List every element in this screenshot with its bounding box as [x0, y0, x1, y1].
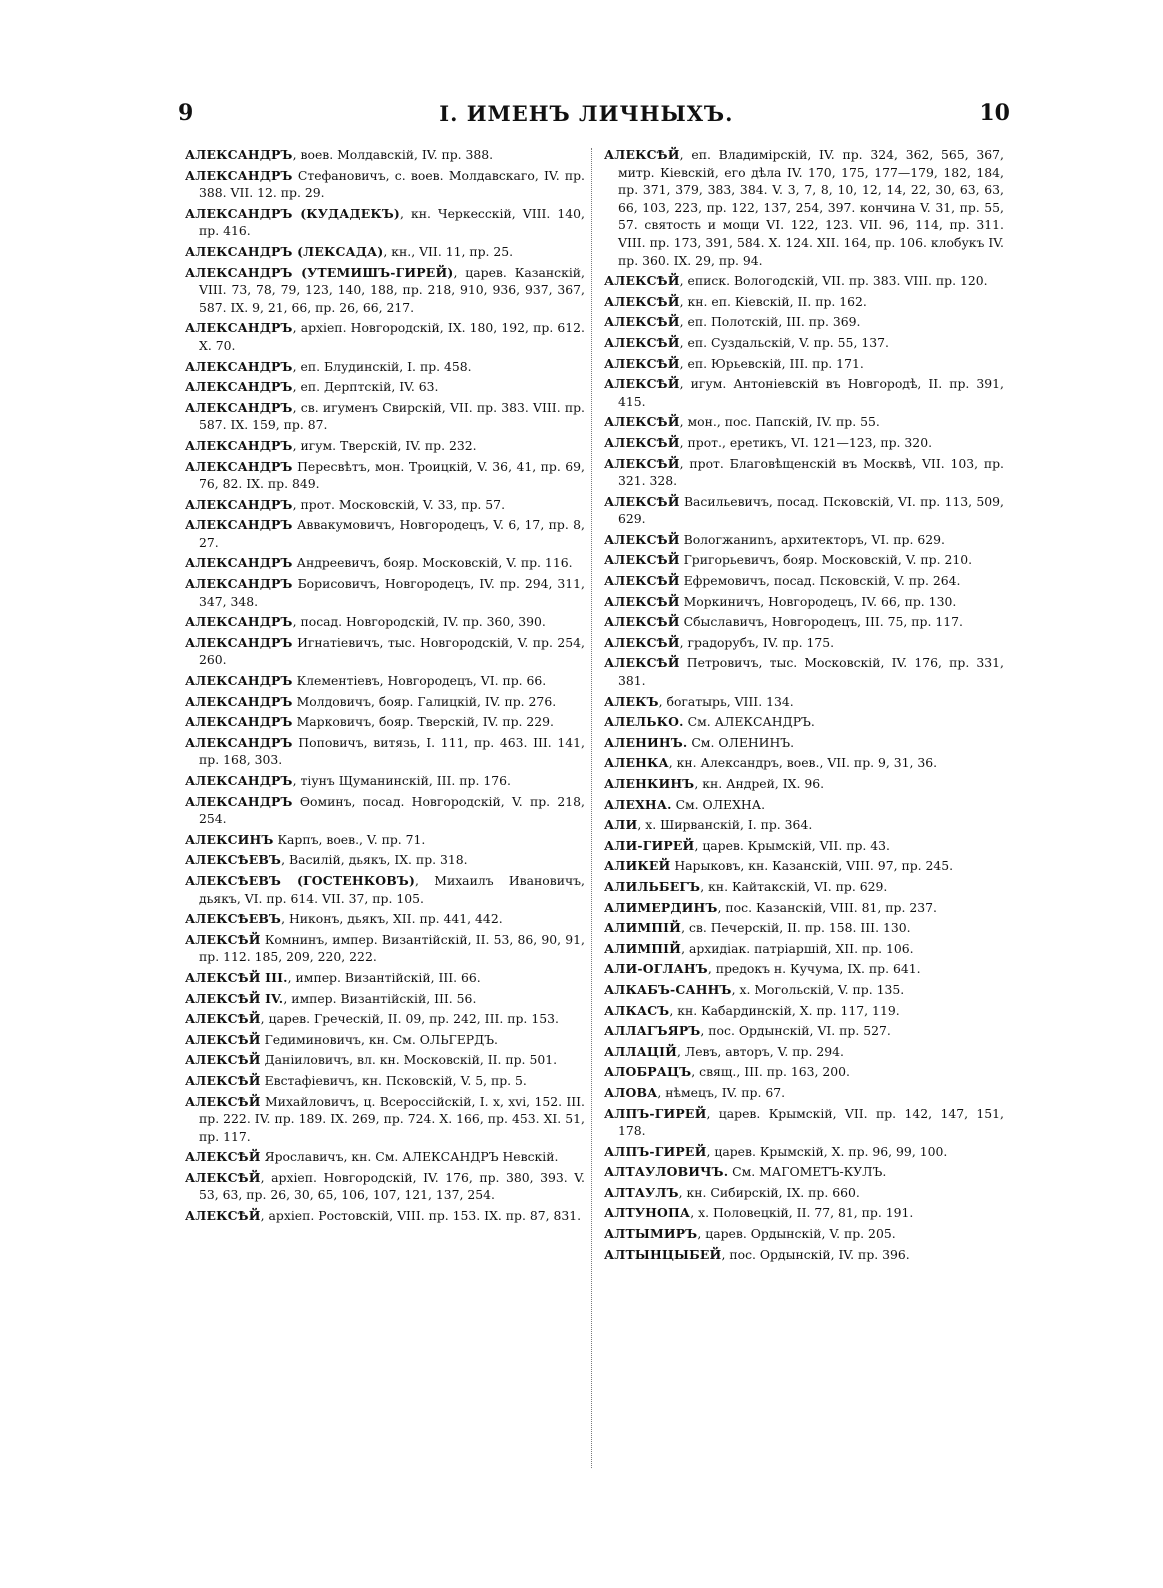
index-entry [604, 413, 1004, 431]
entry-headword: АЛЕКСАНДРЪ [185, 458, 293, 474]
right-page-number: 10 [979, 100, 1010, 126]
index-entry [604, 146, 1004, 269]
index-entry [604, 796, 1004, 814]
entry-headword: АЛЕКСАНДРЪ [185, 496, 293, 512]
index-entry [185, 1169, 585, 1204]
left-page-number: 9 [178, 100, 194, 126]
index-entry [604, 837, 1004, 855]
entry-references: Михайловичъ, ц. Всероссійскій, I. x, xvi, 152. III. пр. 222. IV. пр. 189. IX. 269, пр. 724. X. 166, пр. 453. XI. 51, пр. 117. [199, 1093, 585, 1144]
page-header [178, 98, 1010, 128]
entry-headword: АЛТЫМИРЪ [604, 1226, 698, 1242]
entry-headword: АЛЛАГЪЯРЪ [604, 1023, 701, 1039]
entry-headword: АЛЕКСѢЕВЪ [185, 911, 282, 927]
entry-headword: АЛЕКСАНДРЪ [185, 714, 293, 730]
entry-references: , пос. Ордынскій, IV. пр. 396. [721, 1246, 910, 1262]
entry-headword: АЛКАСЪ [604, 1002, 670, 1018]
index-entry [185, 575, 585, 610]
entry-references: , кн. Кабардинскій, X. пр. 117, 119. [669, 1002, 900, 1018]
entry-headword: АЛЕКСАНДРЪ [185, 576, 293, 592]
entry-references: , архіеп. Новгородскій, IX. 180, 192, пр. 612. X. 70. [199, 320, 585, 353]
index-entry [604, 1246, 1004, 1264]
entry-headword: АЛЕНКА [604, 755, 669, 771]
entry-references: Евстафіевичъ, кн. Псковскій, V. 5, пр. 5. [260, 1072, 527, 1088]
entry-headword: АЛЕКСАНДРЪ (КУДАДЕКЪ) [185, 205, 400, 221]
entry-headword: АЛЕКСѢЙ [185, 1149, 261, 1165]
entry-references: , царев. Крымскій, VII. пр. 43. [694, 837, 890, 853]
entry-references: , еписк. Вологодскій, VII. пр. 383. VIII. пр. 120. [679, 273, 988, 289]
entry-headword: АЛЕКСѢЙ [604, 455, 680, 471]
entry-headword: АЛЕКСѢЙ [604, 655, 680, 671]
index-entry [185, 1051, 585, 1069]
entry-headword: АЛЕКСѢЙ [604, 314, 680, 330]
entry-references: , кн. Кайтакскій, VI. пр. 629. [700, 878, 888, 894]
entry-headword: АЛЕКСѢЙ [604, 634, 680, 650]
entry-references: Молдовичъ, бояр. Галицкій, IV. пр. 276. [292, 693, 557, 709]
entry-references: , Василій, дьякъ, IX. пр. 318. [281, 852, 468, 868]
index-entry [604, 713, 1004, 731]
index-entry [604, 1084, 1004, 1102]
entry-references: Григорьевичъ, бояр. Московскій, V. пр. 210. [679, 552, 973, 568]
entry-references: Андреевичъ, бояр. Московскій, V. пр. 116. [292, 555, 573, 571]
entry-headword: АЛИМЕРДИНЪ [604, 899, 718, 915]
entry-headword: АЛЕКСАНДРЪ [185, 358, 293, 374]
entry-references: , царев. Греческій, II. 09, пр. 242, III. пр. 153. [260, 1011, 559, 1027]
entry-headword: АЛЕКСѢЕВЪ (ГОСТЕНКОВЪ) [185, 872, 416, 888]
index-entry [185, 793, 585, 828]
entry-headword: АЛПЪ-ГИРЕЙ [604, 1105, 707, 1121]
entry-headword: АЛЕКСѢЙ [185, 1208, 261, 1224]
index-entry [604, 593, 1004, 611]
index-entry [604, 531, 1004, 549]
entry-references: , кн. Александръ, воев., VII. пр. 9, 31, 36. [668, 755, 938, 771]
entry-references: , прот. Московскій, V. 33, пр. 57. [292, 496, 506, 512]
entry-headword: АЛЕКСѢЙ [185, 1093, 261, 1109]
entry-references: , х. Половецкій, II. 77, 81, пр. 191. [690, 1205, 914, 1221]
index-entry [185, 205, 585, 240]
index-entry [185, 831, 585, 849]
entry-headword: АЛЕКСѢЙ [604, 334, 680, 350]
entry-references: , свящ., III. пр. 163, 200. [691, 1064, 850, 1080]
entry-headword: АЛИ-ГИРЕЙ [604, 837, 695, 853]
entry-headword: АЛЕКСѢЙ [604, 414, 680, 430]
index-entry [604, 1184, 1004, 1202]
entry-headword: АЛТЫНЦЫБЕЙ [604, 1246, 722, 1262]
entry-headword: АЛЕКСАНДРЪ [185, 147, 293, 162]
index-entry [185, 378, 585, 396]
entry-references: Ярославичъ, кн. См. АЛЕКСАНДРЪ Невскій. [260, 1149, 559, 1165]
entry-headword: АЛИ-ОГЛАНЪ [604, 961, 708, 977]
entry-references: Поповичъ, витязь, I. 111, пр. 463. III. 141, пр. 168, 303. [199, 734, 585, 768]
index-entry [604, 1163, 1004, 1181]
entry-references: См. ОЛЕХНА. [671, 796, 766, 812]
index-entry [185, 872, 585, 907]
index-entry [604, 434, 1004, 452]
entry-references: , Никонъ, дьякъ, XII. пр. 441, 442. [281, 911, 503, 927]
entry-headword: АЛЕКСАНДРЪ [185, 673, 293, 689]
entry-headword: АЛЕКСѢЙ [185, 1011, 261, 1027]
entry-references: , архіеп. Ростовскій, VIII. пр. 153. IX. пр. 87, 831. [260, 1208, 582, 1224]
entry-headword: АЛЕКСѢЙ [604, 573, 680, 589]
entry-references: Ефремовичъ, посад. Псковскій, V. пр. 264. [679, 573, 961, 589]
entry-references: , царев. Казанскій, VIII. 73, 78, 79, 123, 140, 188, пр. 218, 910, 936, 937, 367, 587. IX. 9, 21, 66, пр. 26, 66, 217. [199, 264, 586, 315]
entry-headword: АЛЕКСѢЙ [604, 355, 680, 371]
entry-references: , кн. Андрей, IX. 96. [694, 776, 825, 791]
entry-references: , градорубъ, IV. пр. 175. [679, 634, 835, 650]
entry-headword: АЛЕЛЬКО. [604, 714, 684, 730]
index-entry [185, 1072, 585, 1090]
entry-headword: АЛЕКСАНДРЪ [185, 320, 293, 336]
index-entry [185, 910, 585, 928]
index-entry [604, 960, 1004, 978]
entry-references: , Левъ, авторъ, V. пр. 294. [676, 1043, 844, 1059]
index-entry [604, 551, 1004, 569]
entry-headword: АЛЕКСѢЙ [185, 1169, 261, 1185]
index-entry [604, 816, 1004, 834]
entry-references: Клементіевъ, Новгородецъ, VI. пр. 66. [292, 673, 547, 689]
index-entry [604, 355, 1004, 373]
index-entry [604, 857, 1004, 875]
entry-references: , тіунъ Щуманинскій, III. пр. 176. [292, 773, 511, 788]
entry-references: Даніиловичъ, вл. кн. Московскій, II. пр. 501. [260, 1052, 558, 1068]
entry-headword: АЛПЪ-ГИРЕЙ [604, 1143, 707, 1159]
index-entry [185, 167, 585, 202]
index-entry [185, 851, 585, 869]
entry-headword: АЛЕКЪ [604, 693, 659, 709]
entry-references: Стефановичъ, с. воев. Молдавскаго, IV. пр. 388. VII. 12. пр. 29. [199, 167, 585, 201]
entry-references: , воев. Молдавскій, IV. пр. 388. [292, 147, 494, 162]
entry-references: , еп. Владимірскій, IV. пр. 324, 362, 565, 367, митр. Кіевскій, его дѣла IV. 170, 175, 177—179, 182, 184, пр. 371, 379, 383, 384. V. 3, 7, 8, 10, 12, 14, 22, 30, 63, 63, 66, 103, 223, пр. 122, 137, 254, 397. кончина V. 31, пр. 55, 57. святость и мощи VI. 122, 123. VII. 96, 114, пр. 311. VIII. пр. 173, 391, 584. X. 124. XII. 164, пр. 106. клобукъ IV. пр. 360. IX. 29, пр. 94. [618, 147, 1004, 268]
entry-references: , архидіак. патріаршій, XII. пр. 106. [681, 940, 914, 956]
entry-references: , царев. Крымскій, VII. пр. 142, 147, 151, 178. [618, 1105, 1004, 1139]
index-entry [185, 931, 585, 966]
entry-references: , кн. еп. Кіевскій, II. пр. 162. [679, 293, 867, 309]
entry-references: , Михаилъ Ивановичъ, дьякъ, VI. пр. 614. VII. 37, пр. 105. [199, 872, 585, 906]
index-entry [604, 1225, 1004, 1243]
index-entry [185, 516, 585, 551]
entry-references: Марковичъ, бояр. Тверскій, IV. пр. 229. [292, 714, 555, 730]
index-entry [185, 1207, 585, 1225]
entry-headword: АЛЕКСѢЙ [185, 931, 261, 947]
index-entry [185, 1093, 585, 1146]
entry-headword: АЛЕКСѢЙ [604, 376, 680, 392]
entry-headword: АЛЕКСѢЙ [185, 1052, 261, 1068]
index-entry [185, 554, 585, 572]
index-entry [604, 940, 1004, 958]
entry-headword: АЛИЛЬБЕГЪ [604, 878, 701, 894]
entry-headword: АЛЕКСѢЙ [604, 293, 680, 309]
index-column-left [185, 146, 585, 1228]
entry-headword: АЛЕКСАНДРЪ [185, 517, 293, 533]
entry-headword: АЛЕКСѢЙ [185, 1031, 261, 1047]
index-entry [185, 969, 585, 987]
entry-references: Игнатіевичъ, тыс. Новгородскій, V. пр. 254, 260. [199, 634, 585, 668]
entry-references: Гедиминовичъ, кн. См. ОЛЬГЕРДЪ. [260, 1031, 498, 1047]
section-title: I. ИМЕНЪ ЛИЧНЫХЪ. [439, 100, 734, 126]
index-entry [604, 1022, 1004, 1040]
index-entry [604, 754, 1004, 772]
entry-references: Сбыславичъ, Новгородецъ, III. 75, пр. 117. [679, 614, 963, 630]
index-entry [185, 319, 585, 354]
entry-headword: АЛЕКСѢЙ [604, 531, 680, 547]
entry-references: Комнинъ, импер. Византійскій, II. 53, 86, 90, 91, пр. 112. 185, 209, 220, 222. [199, 931, 585, 965]
index-entry [604, 613, 1004, 631]
entry-headword: АЛЕКСАНДРЪ [185, 379, 293, 395]
index-entry [604, 334, 1004, 352]
entry-references: , предокъ н. Кучума, IX. пр. 641. [707, 961, 921, 977]
index-entry [185, 264, 585, 317]
entry-references: , св. Печерскій, II. пр. 158. III. 130. [681, 920, 911, 936]
column-divider [591, 148, 592, 1468]
entry-headword: АЛИ [604, 817, 638, 833]
index-entry [185, 713, 585, 731]
entry-references: См. ОЛЕНИНЪ. [687, 734, 795, 750]
index-entry [604, 734, 1004, 752]
entry-headword: АЛЕКСАНДРЪ [185, 399, 293, 415]
entry-headword: АЛЕКСАНДРЪ [185, 634, 293, 650]
entry-references: См. АЛЕКСАНДРЪ. [683, 714, 815, 730]
entry-headword: АЛЕКСАНДРЪ [185, 773, 293, 788]
entry-references: , св. игуменъ Свирскій, VII. пр. 383. VIII. пр. 587. IX. 159, пр. 87. [199, 399, 585, 433]
entry-references: , кн., VII. 11, пр. 25. [383, 243, 514, 259]
entry-references: Моркиничъ, Новгородецъ, IV. 66, пр. 130. [679, 593, 957, 609]
entry-references: , кн. Черкесскій, VIII. 140, пр. 416. [199, 205, 585, 239]
entry-headword: АЛТУНОПА [604, 1205, 691, 1221]
entry-headword: АЛЕКСИНЪ [185, 831, 274, 847]
index-entry [185, 399, 585, 434]
index-entry [604, 634, 1004, 652]
entry-headword: АЛЛАЦІЙ [604, 1043, 677, 1059]
entry-headword: АЛЕКСАНДРЪ [185, 614, 293, 630]
entry-headword: АЛЕХНА. [604, 796, 672, 812]
index-entry [185, 1010, 585, 1028]
entry-headword: АЛЕКСѢЙ [604, 434, 680, 450]
entry-references: , импер. Византійскій, III. 56. [283, 990, 477, 1006]
entry-headword: АЛЕКСѢЙ [604, 593, 680, 609]
entry-headword: АЛЕКСѢЙ [604, 552, 680, 568]
entry-references: , еп. Блудинскій, I. пр. 458. [292, 358, 472, 374]
index-entry [185, 672, 585, 690]
entry-references: Борисовичъ, Новгородецъ, IV. пр. 294, 311, 347, 348. [199, 576, 585, 609]
entry-headword: АЛЕКСАНДРЪ (УТЕМИШЪ-ГИРЕЙ) [185, 264, 454, 280]
entry-headword: АЛИМПІЙ [604, 940, 682, 956]
index-entry [604, 919, 1004, 937]
entry-references: Вологжаниnъ, архитекторъ, VI. пр. 629. [679, 531, 945, 547]
index-entry [604, 455, 1004, 490]
index-entry [604, 1063, 1004, 1081]
entry-headword: АЛЕКСАНДРЪ (ЛЕКСАДА) [185, 243, 384, 259]
index-entry [604, 981, 1004, 999]
entry-references: , богатырь, VIII. 134. [658, 693, 794, 709]
entry-headword: АЛЕКСѢЙ IV. [185, 990, 284, 1006]
entry-headword: АЛЕКСАНДРЪ [185, 437, 293, 453]
index-entry [604, 1105, 1004, 1140]
index-entry [185, 437, 585, 455]
index-entry [185, 772, 585, 790]
entry-references: , игум. Антоніевскій въ Новгородѣ, II. пр. 391, 415. [618, 376, 1004, 409]
index-entry [185, 990, 585, 1008]
index-entry [185, 496, 585, 514]
entry-headword: АЛЕКСѢЙ [604, 614, 680, 630]
index-entry [604, 878, 1004, 896]
index-entry [185, 358, 585, 376]
entry-references: , царев. Ордынскій, V. пр. 205. [697, 1226, 896, 1242]
entry-references: Пересвѣтъ, мон. Троицкій, V. 36, 41, пр. 69, 76, 82. IX. пр. 849. [199, 458, 585, 492]
entry-headword: АЛЕКСАНДРЪ [185, 555, 293, 571]
entry-headword: АЛЕКСАНДРЪ [185, 167, 293, 183]
entry-headword: АЛИКЕЙ [604, 858, 671, 874]
entry-references: Нарыковъ, кн. Казанскій, VIII. 97, пр. 245. [670, 858, 954, 874]
entry-headword: АЛТАУЛЪ [604, 1184, 679, 1200]
entry-references: Ѳоминъ, посад. Новгородскій, V. пр. 218, 254. [199, 793, 585, 827]
entry-references: , прот. Благовѣщенскій въ Москвѣ, VII. 103, пр. 321. 328. [618, 455, 1004, 489]
entry-headword: АЛЕКСАНДРЪ [185, 734, 293, 750]
index-entry [604, 1002, 1004, 1020]
index-entry [604, 654, 1004, 689]
index-entry [185, 613, 585, 631]
index-entry [604, 775, 1004, 793]
entry-headword: АЛЕКСѢЙ [604, 273, 680, 289]
index-entry [185, 693, 585, 711]
index-entry [604, 313, 1004, 331]
index-entry [604, 272, 1004, 290]
entry-references: , архіеп. Новгородскій, IV. 176, пр. 380, 393. V. 53, 63, пр. 26, 30, 65, 106, 107, 121, 137, 254. [199, 1169, 585, 1203]
entry-references: Карпъ, воев., V. пр. 71. [273, 831, 426, 847]
entry-references: , импер. Византійскій, III. 66. [287, 969, 481, 985]
index-entry [604, 899, 1004, 917]
entry-references: Васильевичъ, посад. Псковскій, VI. пр. 113, 509, 629. [618, 493, 1004, 527]
entry-headword: АЛЕКСАНДРЪ [185, 693, 293, 709]
entry-references: , х. Ширванскій, I. пр. 364. [637, 817, 813, 833]
index-entry [604, 572, 1004, 590]
index-column-right [604, 146, 1004, 1266]
entry-references: , еп. Суздальскій, V. пр. 55, 137. [679, 334, 889, 350]
entry-references: , еп. Юрьевскій, III. пр. 171. [679, 355, 864, 371]
entry-references: , пос. Казанскій, VIII. 81, пр. 237. [717, 899, 937, 915]
entry-headword: АЛОВА [604, 1084, 658, 1100]
entry-references: Аввакумовичъ, Новгородецъ, V. 6, 17, пр. 8, 27. [199, 517, 585, 550]
index-entry [185, 146, 585, 164]
entry-headword: АЛОБРАЦЪ [604, 1064, 692, 1080]
index-entry [604, 493, 1004, 528]
entry-references: Петровичъ, тыс. Московскій, IV. 176, пр. 331, 381. [618, 655, 1004, 689]
index-entry [185, 734, 585, 769]
index-entry [604, 1204, 1004, 1222]
entry-references: , посад. Новгородскій, IV. пр. 360, 390. [292, 614, 546, 630]
entry-references: , кн. Сибирскій, IX. пр. 660. [678, 1184, 860, 1200]
index-entry [604, 293, 1004, 311]
index-entry [185, 243, 585, 261]
index-entry [185, 458, 585, 493]
entry-headword: АЛТАУЛОВИЧЪ. [604, 1164, 729, 1180]
entry-references: , мон., пос. Папскій, IV. пр. 55. [679, 414, 880, 430]
entry-references: , нѣмецъ, IV. пр. 67. [657, 1084, 786, 1100]
index-entry [185, 1148, 585, 1166]
index-entry [185, 634, 585, 669]
index-entry [604, 1143, 1004, 1161]
entry-headword: АЛЕНИНЪ. [604, 734, 688, 750]
entry-references: См. МАГОМЕТЪ-КУЛЪ. [728, 1164, 887, 1180]
entry-headword: АЛКАБЪ-САННЪ [604, 981, 732, 997]
entry-headword: АЛЕКСѢЙ III. [185, 969, 288, 985]
entry-headword: АЛЕКСѢЙ [604, 493, 680, 509]
entry-headword: АЛЕКСѢЕВЪ [185, 852, 282, 868]
index-entry [604, 375, 1004, 410]
entry-headword: АЛЕКСѢЙ [604, 147, 680, 162]
index-entry [604, 1043, 1004, 1061]
entry-headword: АЛИМПІЙ [604, 920, 682, 936]
entry-references: , игум. Тверскій, IV. пр. 232. [292, 437, 477, 453]
entry-references: , прот., еретикъ, VI. 121—123, пр. 320. [679, 434, 933, 450]
entry-references: , царев. Крымскій, X. пр. 96, 99, 100. [706, 1143, 948, 1159]
entry-references: , еп. Полотскій, III. пр. 369. [679, 314, 861, 330]
entry-references: , х. Могольскій, V. пр. 135. [731, 981, 905, 997]
entry-references: , еп. Дерптскій, IV. 63. [292, 379, 439, 395]
entry-headword: АЛЕКСАНДРЪ [185, 793, 293, 809]
entry-references: , пос. Ордынскій, VI. пр. 527. [700, 1023, 891, 1039]
entry-headword: АЛЕКСѢЙ [185, 1072, 261, 1088]
entry-headword: АЛЕНКИНЪ [604, 776, 695, 791]
index-entry [604, 693, 1004, 711]
index-entry [185, 1031, 585, 1049]
